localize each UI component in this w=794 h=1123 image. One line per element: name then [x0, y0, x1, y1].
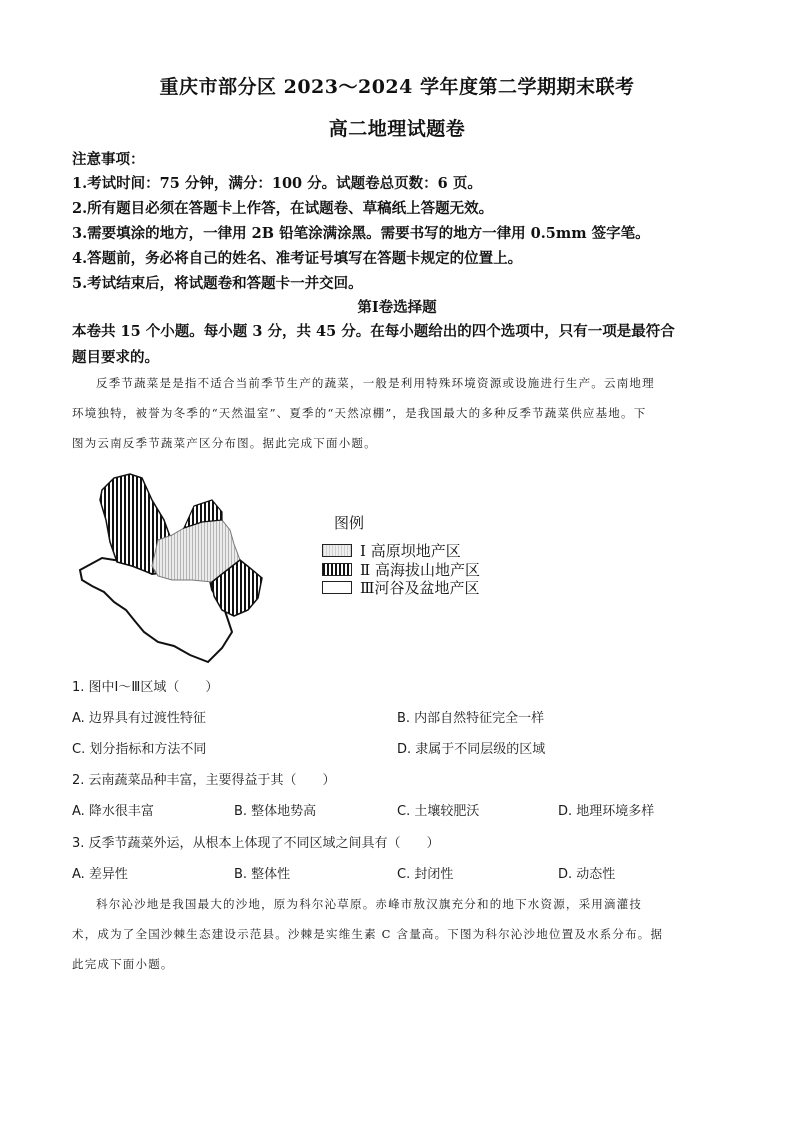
passage-line: 术，成为了全国沙棘生态建设示范县。沙棘是实维生素 C 含量高。下图为科尔沁沙地位置及水系分布。据 — [72, 927, 664, 941]
question-option: A. 差异性 — [72, 867, 128, 882]
question-option: D. 地理环境多样 — [558, 804, 655, 819]
question-option: A. 降水很丰富 — [72, 804, 154, 819]
legend-item-iii — [322, 577, 479, 598]
legend-item-i — [322, 540, 461, 561]
question-option: B. 整体地势高 — [234, 804, 317, 819]
note-item: 3.需要填涂的地方，一律用 2B 铅笔涂满涂黑。需要书写的地方一律用 0.5mm 签字笔。 — [72, 225, 650, 242]
note-item: 4.答题前，务必将自己的姓名、准考证号填写在答题卡规定的位置上。 — [72, 250, 523, 267]
legend-label: Ⅲ河谷及盆地产区 — [360, 579, 480, 597]
question-option: C. 划分指标和方法不同 — [72, 742, 207, 757]
passage-line: 科尔沁沙地是我国最大的沙地，原为科尔沁草原。赤峰市敖汉旗充分和的地下水资源，采用滴灌技 — [96, 897, 643, 911]
question-stem: 2. 云南蔬菜品种丰富，主要得益于其（ ） — [72, 773, 336, 788]
legend-label: Ⅰ 高原坝地产区 — [360, 542, 461, 560]
passage-line: 图为云南反季节蔬菜产区分布图。据此完成下面小题。 — [72, 436, 377, 450]
question-option: B. 内部自然特征完全一样 — [397, 711, 545, 726]
section-title: 第Ⅰ卷选择题 — [357, 299, 437, 316]
passage-line: 环境独特，被誉为冬季的“天然温室”、夏季的“天然凉棚”，是我国最大的多种反季节蔬菜供应基地。下 — [72, 406, 647, 420]
question-option: B. 整体性 — [234, 867, 291, 882]
note-item: 5.考试结束后，将试题卷和答题卡一并交回。 — [72, 275, 363, 292]
question-stem: 1. 图中Ⅰ～Ⅲ区域（ ） — [72, 680, 219, 695]
note-item: 1.考试时间：75 分钟，满分：100 分。试题卷总页数：6 页。 — [72, 175, 482, 192]
legend-label: Ⅱ 高海拔山地产区 — [360, 561, 480, 579]
passage-line: 反季节蔬菜是是指不适合当前季节生产的蔬菜，一般是利用特殊环境资源或设施进行生产。云南地理 — [96, 376, 655, 390]
section-instruction: 题目要求的。 — [72, 349, 159, 366]
question-option: A. 边界具有过渡性特征 — [72, 711, 206, 726]
legend-swatch-highland — [322, 563, 352, 576]
note-item: 2.所有题目必须在答题卡上作答，在试题卷、草稿纸上答题无效。 — [72, 200, 494, 217]
section-instruction: 本卷共 15 个小题。每小题 3 分，共 45 分。在每小题给出的四个选项中，只有一项是最符合 — [72, 323, 675, 340]
legend-swatch-valley — [322, 581, 352, 594]
question-option: C. 土壤较肥沃 — [397, 804, 480, 819]
question-option: C. 封闭性 — [397, 867, 454, 882]
question-option: D. 隶属于不同层级的区域 — [397, 742, 546, 757]
notes-heading: 注意事项： — [72, 151, 145, 168]
question-option: D. 动态性 — [558, 867, 616, 882]
exam-title: 重庆市部分区 2023～2024 学年度第二学期期末联考 — [159, 76, 635, 98]
map-svg — [72, 470, 312, 670]
passage-line: 此完成下面小题。 — [72, 957, 174, 971]
yunnan-region-map — [72, 470, 312, 670]
legend-swatch-plateau — [322, 544, 352, 557]
legend-title: 图例 — [334, 514, 365, 532]
exam-subtitle: 高二地理试题卷 — [328, 118, 466, 140]
question-stem: 3. 反季节蔬菜外运，从根本上体现了不同区域之间具有（ ） — [72, 836, 440, 851]
